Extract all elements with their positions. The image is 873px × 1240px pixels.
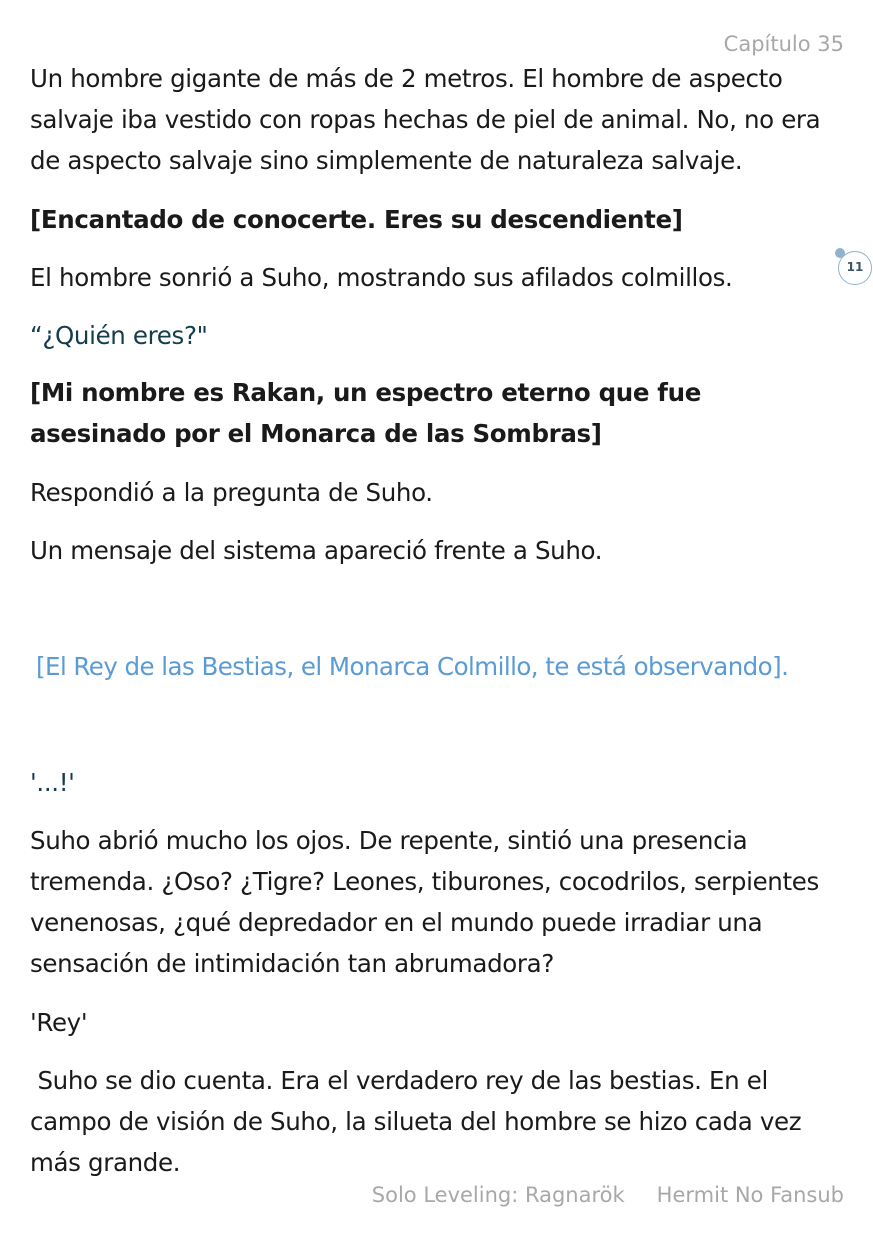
paragraph-system-intro: Un mensaje del sistema apareció frente a Suho. xyxy=(30,536,603,565)
comment-badge[interactable] xyxy=(838,251,872,285)
paragraph-smile: El hombre sonrió a Suho, mostrando sus afilados colmillos. xyxy=(30,263,733,292)
paragraph-question: “¿Quién eres?" xyxy=(30,321,208,350)
system-message: [El Rey de las Bestias, el Monarca Colmillo, te está observando]. xyxy=(36,652,789,681)
paragraph-rakan-greeting: [Encantado de conocerte. Eres su descendiente] xyxy=(30,205,683,234)
paragraph-realization: Suho se dio cuenta. Era el verdadero rey de las bestias. En el campo de visión de Suho, la silueta del hombre se hizo cada vez más grande. xyxy=(30,1066,809,1177)
footer xyxy=(372,1183,844,1207)
paragraph-answer: Respondió a la pregunta de Suho. xyxy=(30,478,433,507)
paragraph-exclamation: '...!' xyxy=(30,768,75,797)
comment-indicator-dot xyxy=(835,248,845,258)
footer-group: Hermit No Fansub xyxy=(656,1183,844,1207)
paragraph-rey: 'Rey' xyxy=(30,1008,88,1037)
chapter-label: Capítulo 35 xyxy=(723,32,844,56)
comment-count: 11 xyxy=(846,260,864,274)
paragraph-intro: Un hombre gigante de más de 2 metros. El hombre de aspecto salvaje iba vestido con ropas hechas de piel de animal. No, no era de aspecto salvaje sino simplemente de naturaleza salvaje. xyxy=(30,64,821,175)
paragraph-presence: Suho abrió mucho los ojos. De repente, sintió una presencia tremenda. ¿Oso? ¿Tigre? Leones, tiburones, cocodrilos, serpientes venenosas, ¿qué depredador en el mundo puede irradiar una sensación de intimidación tan abrumadora? xyxy=(30,826,819,978)
paragraph-rakan-name: [Mi nombre es Rakan, un espectro eterno que fue asesinado por el Monarca de las Sombras] xyxy=(30,378,701,448)
footer-title: Solo Leveling: Ragnarök xyxy=(371,1183,625,1207)
